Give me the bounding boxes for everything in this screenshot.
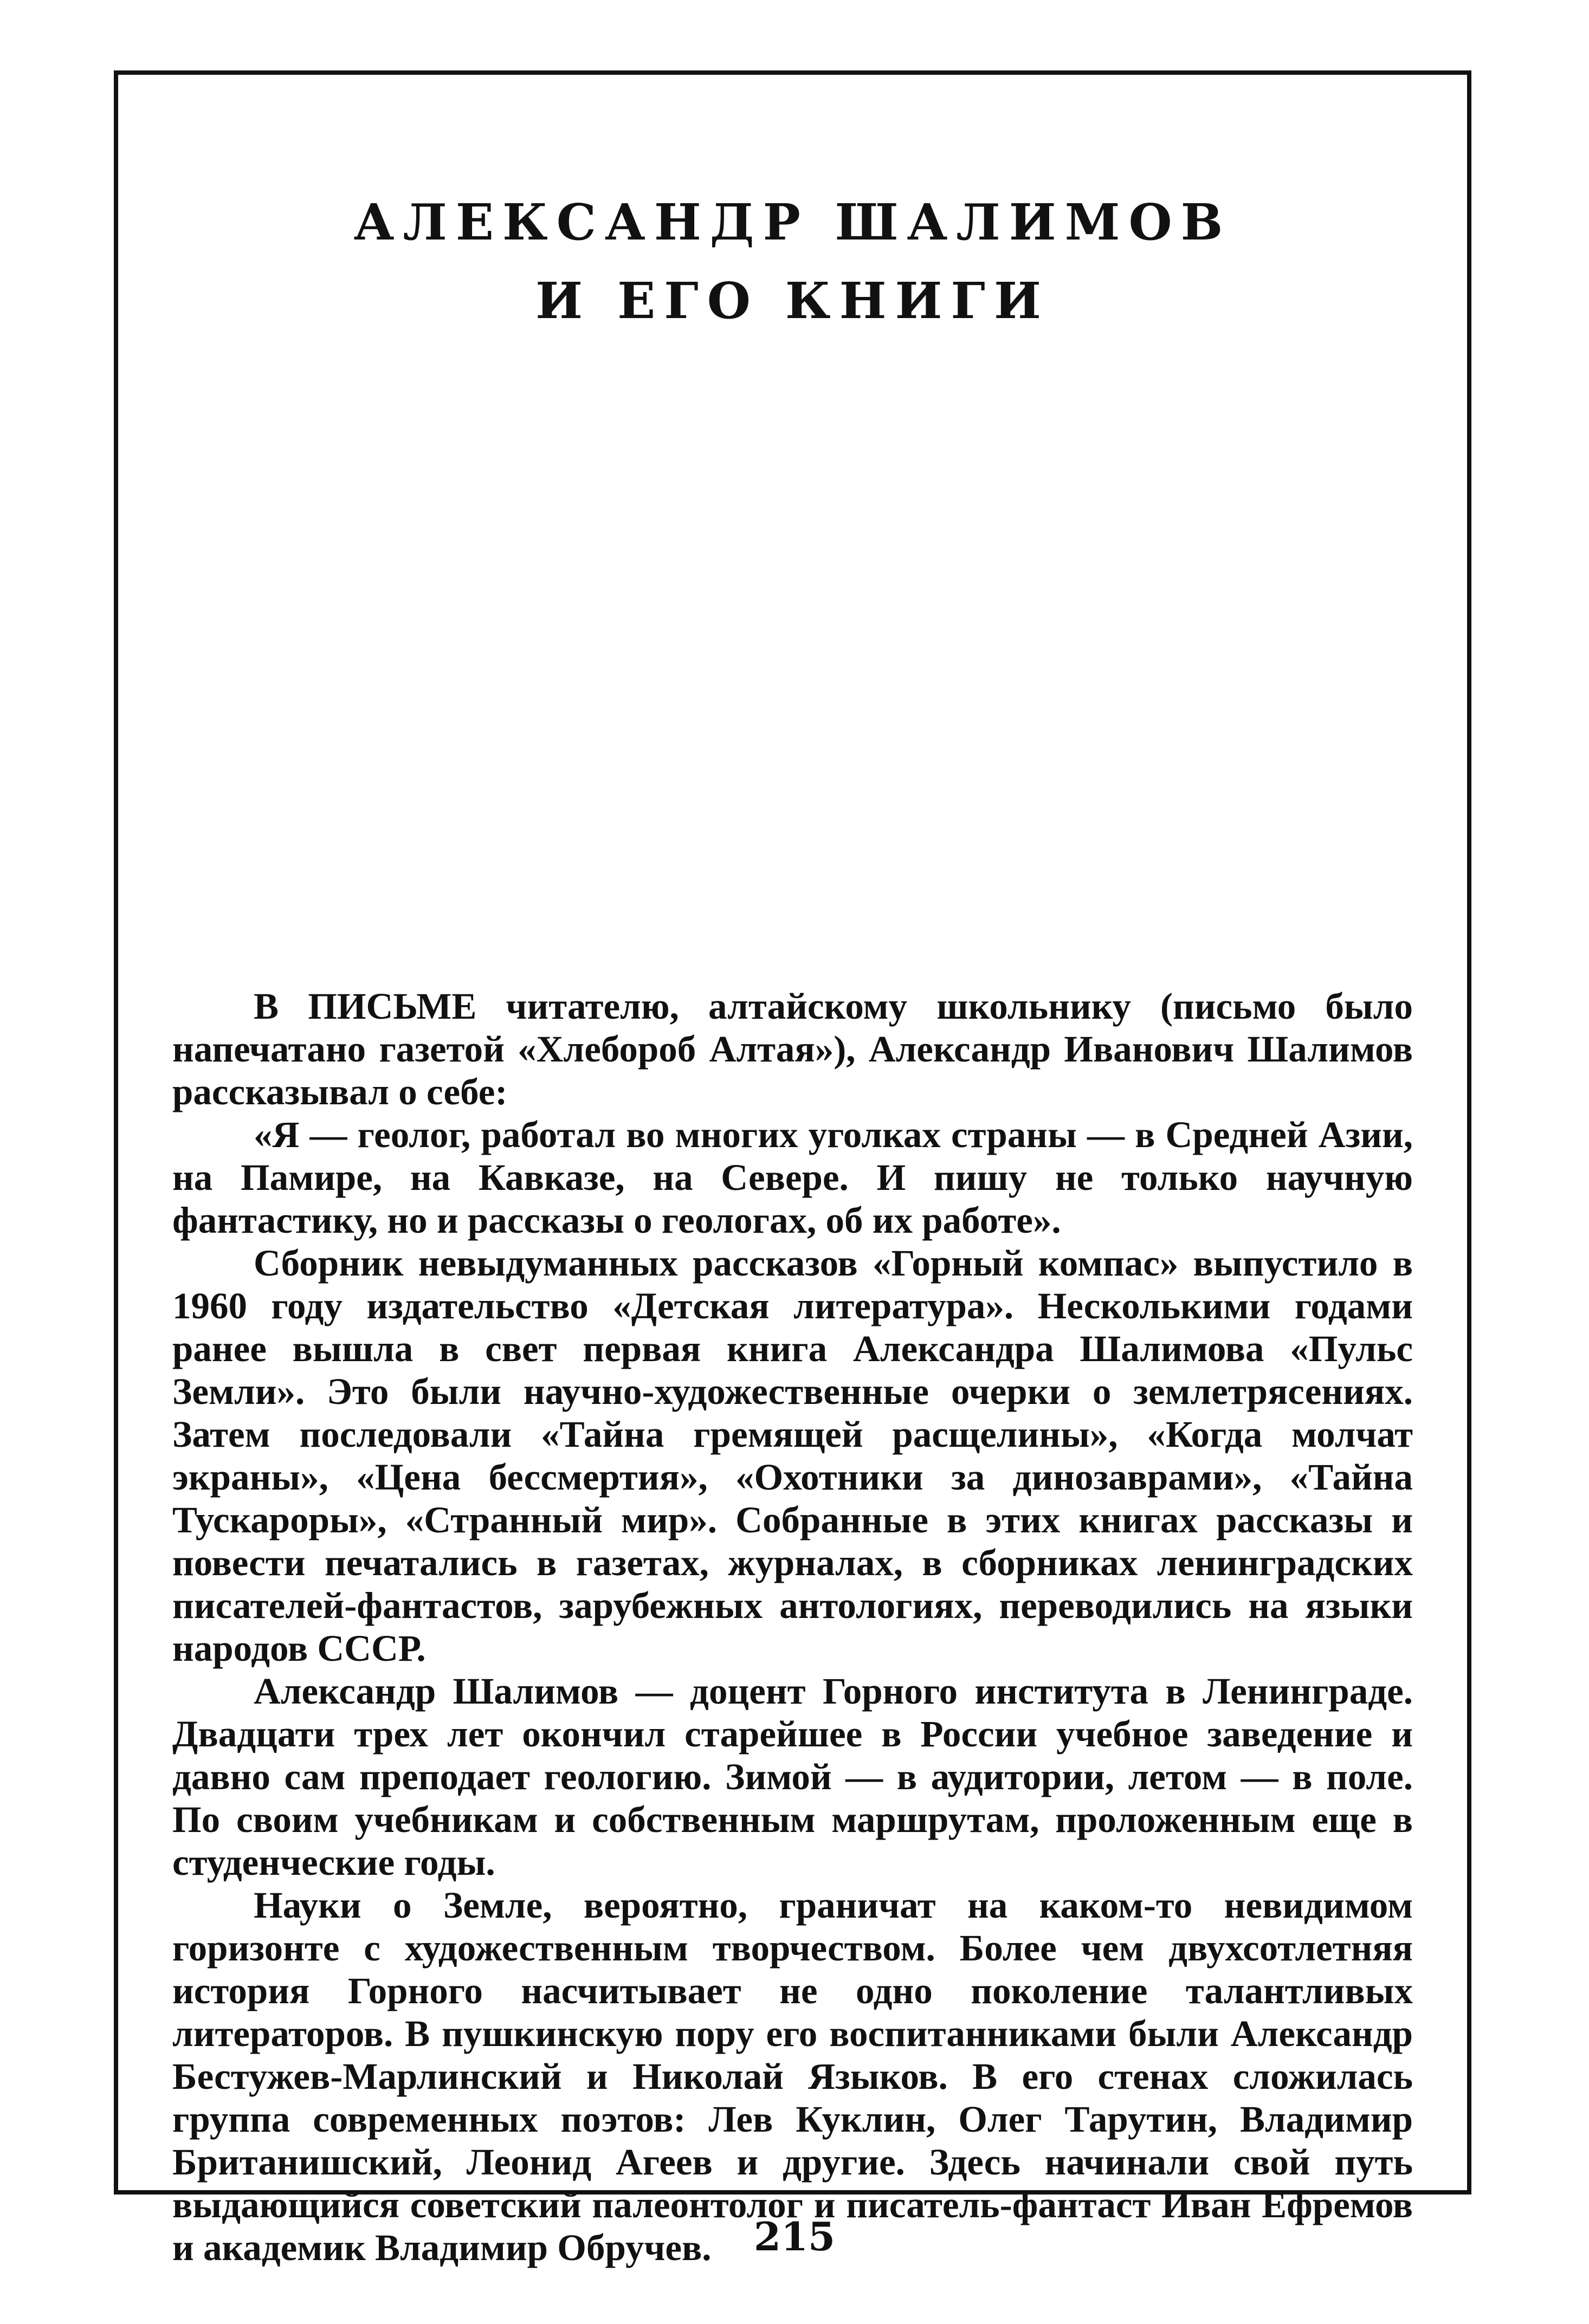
page-number: 215 [753,2213,836,2260]
article-title [118,183,1467,340]
paragraph-4: Александр Шалимов — доцент Горного института в Ленинграде. Двадцати трех лет окончил старейшее в России учебное заведение и давно сам преподает геологию. Зимой — в аудитории, летом — в поле. По своим учебникам и собственным маршрутам, проложенным еще в студенческие годы. [172,1671,1413,1883]
paragraph-5: Науки о Земле, вероятно, граничат на каком-то невидимом горизонте с художественным творчеством. Более чем двухсотлетняя история Горного насчитывает не одно поколение талантливых литераторов. В пушкинскую пору его воспитанниками были Александр Бестужев-Марлинский и Николай Языков. В его стенах сложилась группа современных поэтов: Лев Куклин, Олег Тарутин, Владимир Британишский, Леонид Агеев и другие. Здесь начинали свой путь выдающийся советский палеонтолог и писатель-фантаст Иван Ефремов и академик Владимир Обручев. [172,1885,1413,2268]
title-line-1: АЛЕКСАНДР ШАЛИМОВ [353,193,1232,251]
paragraph-2: «Я — геолог, работал во многих уголках страны — в Средней Азии, на Памире, на Кавказе, на Севере. И пишу не только научную фантастику, но и рассказы о геологах, об их работе». [172,1114,1413,1241]
article-body [172,985,1413,2269]
title-line-2: И ЕГО КНИГИ [535,271,1050,330]
paragraph-1: В ПИСЬМЕ читателю, алтайскому школьнику (письмо было напечатано газетой «Хлебороб Алтая»), Александр Иванович Шалимов рассказывал о себе: [172,986,1413,1112]
paragraph-3: Сборник невыдуманных рассказов «Горный компас» выпустило в 1960 году издательство «Детская литература». Несколькими годами ранее вышла в свет первая книга Александра Шалимова «Пульс Земли». Это были научно-художественные очерки о землетрясениях. Затем последовали «Тайна гремящей расщелины», «Когда молчат экраны», «Цена бессмертия», «Охотники за динозаврами», «Тайна Тускароры», «Странный мир». Собранные в этих книгах рассказы и повести печатались в газетах, журналах, в сборниках ленинградских писателей-фантастов, зарубежных антологиях, переводились на языки народов СССР. [172,1242,1413,1669]
